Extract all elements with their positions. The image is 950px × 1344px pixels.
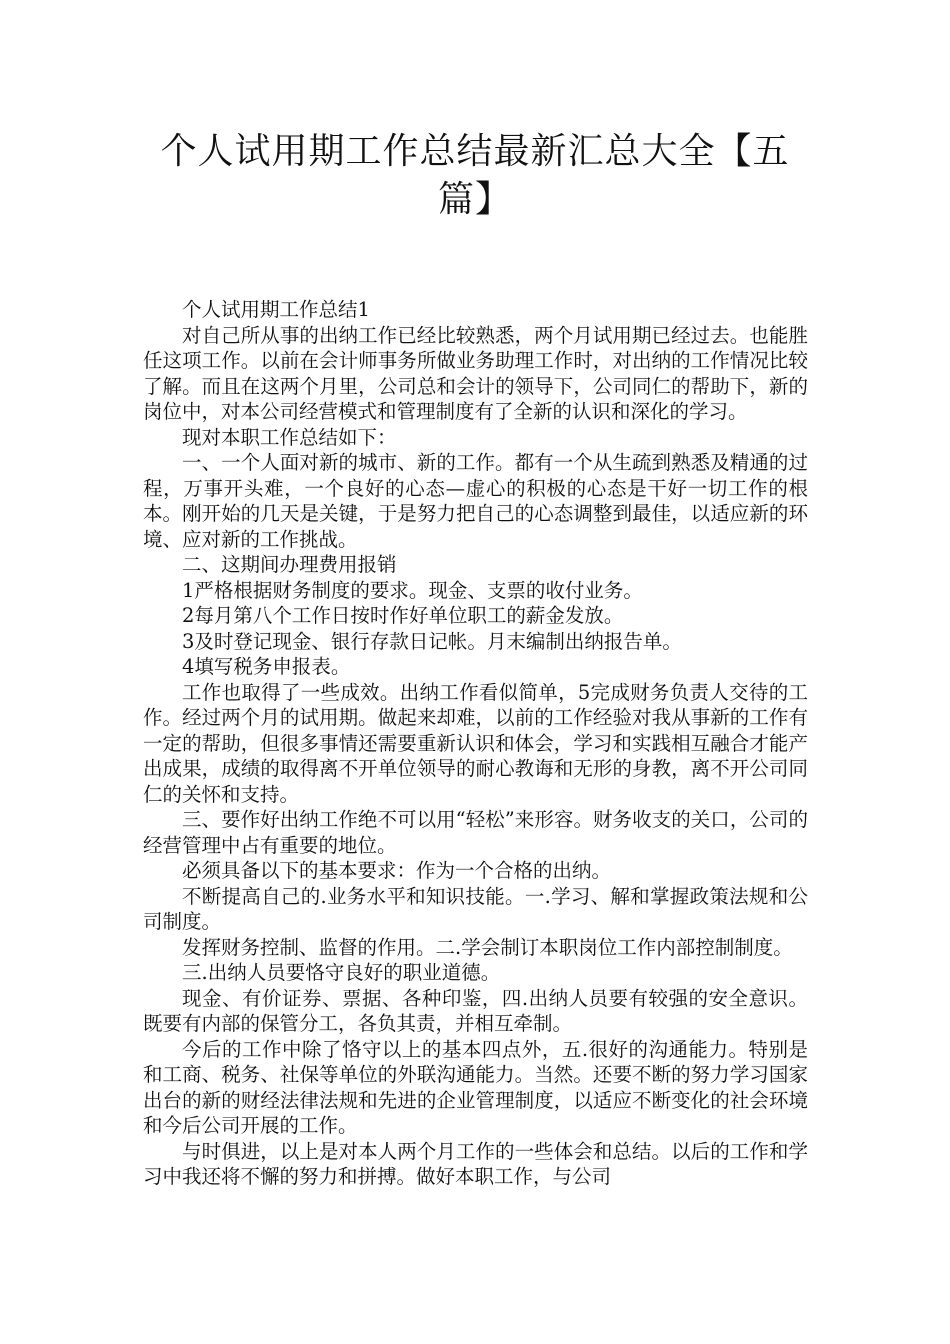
list-item: 4填写税务申报表。 [182,655,351,678]
paragraph: 发挥财务控制、监督的作用。二.学会制订本职岗位工作内部控制制度。 [182,935,793,959]
list-item: 2每月第八个工作日按时作好单位职工的薪金发放。 [182,604,624,627]
document-body [143,297,808,1190]
document-title: 个人试用期工作总结最新汇总大全【五篇】 [160,131,790,220]
section-heading: 个人试用期工作总结1 [182,298,370,321]
paragraph: 对自己所从事的出纳工作已经比较熟悉，两个月试用期已经过去。也能胜任这项工作。以前在会计师事务所做业务助理工作时，对出纳的工作情况比较了解。而且在这两个月里，公司总和会计的领导下，公司同仁的帮助下，新的岗位中，对本公司经营模式和管理制度有了全新的认识和深化的学习。 [143,323,808,423]
paragraph: 不断提高自己的.业务水平和知识技能。一.学习、解和掌握政策法规和公司制度。 [143,884,808,933]
list-item: 1严格根据财务制度的要求。现金、支票的收付业务。 [182,578,643,602]
paragraph: 今后的工作中除了恪守以上的基本四点外，五.很好的沟通能力。特别是和工商、税务、社保等单位的外联沟通能力。当然。还要不断的努力学习国家出台的新的财经法律法规和先进的企业管理制度，以适应不断变化的社会环境和今后公司开展的工作。 [143,1037,808,1137]
paragraph: 现金、有价证券、票据、各种印鉴，四.出纳人员要有较强的安全意识。既要有内部的保管分工，各负其责，并相互牵制。 [143,986,808,1035]
paragraph: 三、要作好出纳工作绝不可以用“轻松”来形容。财务收支的关口，公司的经营管理中占有重要的地位。 [143,808,808,857]
paragraph: 三.出纳人员要恪守良好的职业道德。 [182,961,501,984]
paragraph: 一、一个人面对新的城市、新的工作。都有一个从生疏到熟悉及精通的过程，万事开头难，一个良好的心态—虚心的积极的心态是干好一切工作的根本。刚开始的几天是关键，于是努力把自己的心态调整到最佳，以适应新的环境、应对新的工作挑战。 [143,451,808,551]
paragraph: 现对本职工作总结如下： [182,425,397,449]
paragraph: 工作也取得了一些成效。出纳工作看似简单，5完成财务负责人交待的工作。经过两个月的试用期。做起来却难，以前的工作经验对我从事新的工作有一定的帮助，但很多事情还需要重新认识和体会，学习和实践相互融合才能产出成果，成绩的取得离不开单位领导的耐心教诲和无形的身教，离不开公司同仁的关怀和支持。 [143,680,808,806]
paragraph: 二、这期间办理费用报销 [182,553,397,576]
paragraph: 必须具备以下的基本要求：作为一个合格的出纳。 [182,859,612,882]
list-item: 3及时登记现金、银行存款日记帐。月末编制出纳报告单。 [182,629,682,653]
paragraph: 与时俱进，以上是对本人两个月工作的一些体会和总结。以后的工作和学习中我还将不懈的努力和拼搏。做好本职工作，与公司 [143,1139,808,1188]
